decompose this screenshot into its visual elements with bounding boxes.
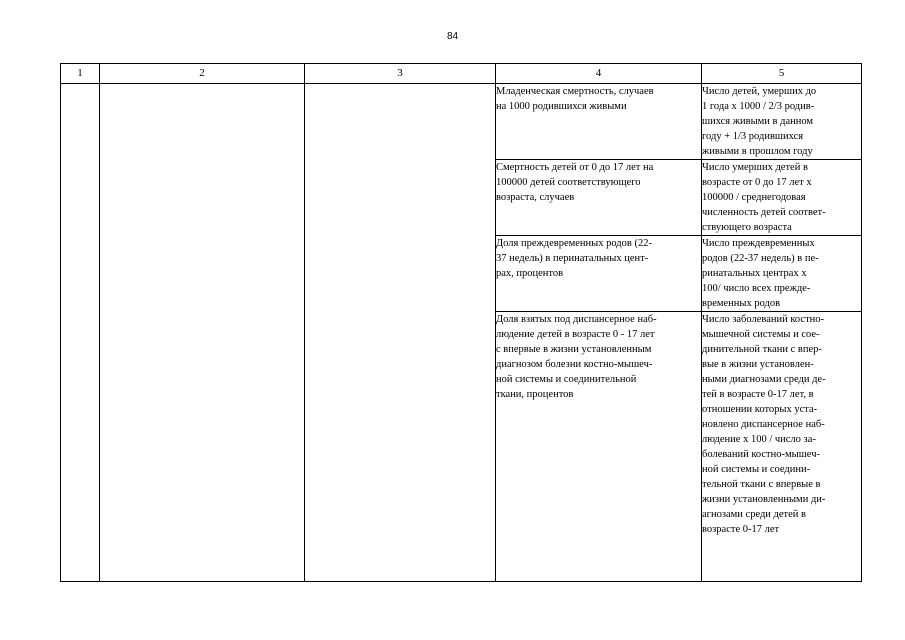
formula-line: ной системы и соедини- (702, 464, 811, 475)
formula-cell (702, 236, 862, 312)
indicator-line: диагнозом болезни костно-мышеч- (496, 359, 653, 370)
formula-line: 100/ число всех прежде- (702, 283, 811, 294)
formula-line: отношении которых уста- (702, 404, 818, 415)
formula-line: людение х 100 / число за- (702, 434, 816, 445)
formula-line: 100000 / среднегодовая (702, 192, 806, 203)
indicator-cell (496, 84, 702, 160)
formula-line: Число заболеваний костно- (702, 314, 825, 325)
formula-cell (702, 160, 862, 236)
formula-line: ринатальных центрах х (702, 268, 807, 279)
formula-line: динительной ткани с впер- (702, 344, 822, 355)
table-row (61, 84, 862, 160)
indicator-cell (496, 236, 702, 312)
formula-line: болеваний костно-мышеч- (702, 449, 820, 460)
formula-line: возрасте 0-17 лет (702, 524, 780, 535)
formula-line: вые в жизни установлен- (702, 359, 814, 370)
formula-line: численность детей соответ- (702, 207, 826, 218)
indicator-line: Доля преждевременных родов (22- (496, 238, 652, 249)
page-number: 84 (446, 31, 459, 42)
indicator-line: Доля взятых под диспансерное наб- (496, 314, 657, 325)
formula-line: 1 года х 1000 / 2/3 родив- (702, 101, 815, 112)
formula-line: родов (22-37 недель) в пе- (702, 253, 819, 264)
formula-line: Число умерших детей в (702, 162, 808, 173)
indicator-cell (496, 312, 702, 582)
formula-line: Число детей, умерших до (702, 86, 817, 97)
formula-line: жизни установленными ди- (702, 494, 826, 505)
table-header-row (61, 64, 862, 84)
formula-line: тей в возрасте 0-17 лет, в (702, 389, 814, 400)
indicator-line: Смертность детей от 0 до 17 лет на (496, 162, 654, 173)
formula-line: агнозами среди детей в (702, 509, 807, 520)
formula-line: мышечной системы и сое- (702, 329, 820, 340)
indicators-table (60, 63, 862, 582)
column-header: 1 (61, 64, 100, 84)
indicator-line: 100000 детей соответствующего (496, 177, 641, 188)
indicator-line: рах, процентов (496, 268, 564, 279)
formula-line: ными диагнозами среди де- (702, 374, 826, 385)
formula-cell (702, 312, 862, 582)
formula-line: году + 1/3 родившихся (702, 131, 804, 142)
column-header: 3 (305, 64, 496, 84)
formula-line: возрасте от 0 до 17 лет х (702, 177, 812, 188)
indicator-line: возраста, случаев (496, 192, 575, 203)
column-header: 5 (702, 64, 862, 84)
formula-line: Число преждевременных (702, 238, 815, 249)
indicator-line: Младенческая смертность, случаев (496, 86, 654, 97)
formula-cell (702, 84, 862, 160)
indicator-line: людение детей в возрасте 0 - 17 лет (496, 329, 655, 340)
formula-line: новлено диспансерное наб- (702, 419, 825, 430)
indicator-line: ной системы и соединительной (496, 374, 637, 385)
formula-line: ствующего возраста (702, 222, 792, 233)
col2-cell (100, 84, 305, 582)
column-header: 4 (496, 64, 702, 84)
formula-line: тельной ткани с впервые в (702, 479, 821, 490)
formula-line: живыми в прошлом году (702, 146, 813, 157)
col3-cell (305, 84, 496, 582)
formula-line: шихся живыми в данном (702, 116, 814, 127)
indicator-line: ткани, процентов (496, 389, 574, 400)
indicator-line: с впервые в жизни установленным (496, 344, 652, 355)
column-header: 2 (100, 64, 305, 84)
indicator-line: на 1000 родившихся живыми (496, 101, 627, 112)
formula-line: временных родов (702, 298, 781, 309)
indicator-line: 37 недель) в перинатальных цент- (496, 253, 649, 264)
col1-cell (61, 84, 100, 582)
indicator-cell (496, 160, 702, 236)
